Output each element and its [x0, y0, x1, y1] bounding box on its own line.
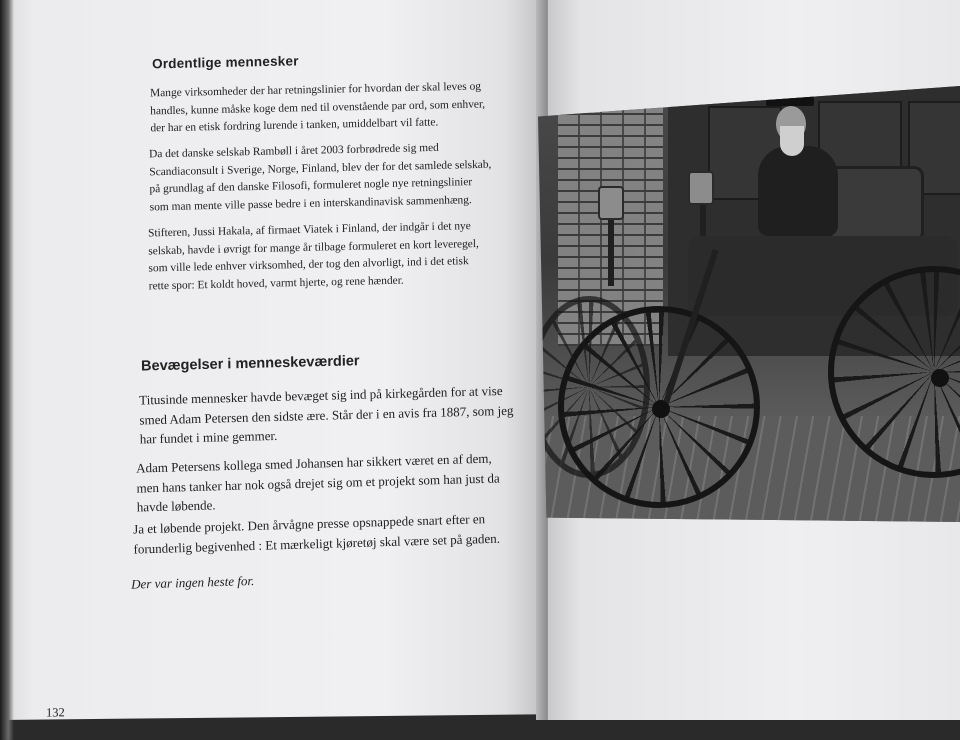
paragraph-1: [150, 78, 485, 138]
paragraph-3: [148, 218, 479, 295]
paragraph-line: på grundlag af den danske Filosofi, formuleret nogle nye retningslinier: [149, 176, 473, 196]
italic-closing-line: Der var ingen heste for.: [131, 572, 255, 592]
paragraph-line: Da det danske selskab Rambøll i året 2003 forbrødrede sig med: [149, 141, 439, 161]
paragraph-line: som ville lede enhver virksomhed, der tog den alvorligt, ind i det etisk: [148, 255, 469, 275]
paragraph-line: der har en etisk fordring lurende i tanken, umiddelbart vil fatte.: [150, 116, 439, 135]
paragraph-6: [133, 509, 500, 559]
paragraph-line: Mange virksomheder der har retningslinier for hvordan der skal leves og: [150, 80, 481, 100]
paragraph-line: havde løbende.: [136, 497, 216, 515]
rear-wheel-hub: [931, 369, 949, 387]
paragraph-5: [136, 448, 500, 517]
carriage-seat: [828, 166, 924, 242]
lantern-icon: [598, 186, 624, 220]
driver-beard: [780, 126, 804, 156]
paragraph-line: som man mente ville passe bedre i en interskandinavisk sammenhæng.: [149, 193, 472, 213]
paragraph-line: Scandiaconsult i Sverige, Norge, Finland, blev der for det samlede selskab,: [149, 158, 492, 178]
page-number: 132: [46, 705, 65, 720]
paragraph-4: [139, 381, 514, 449]
paragraph-line: har fundet i mine gemmer.: [139, 427, 278, 447]
steam-carriage-photo: [538, 86, 960, 522]
paragraph-line: Ja et løbende projekt. Den årvågne presse opsnappede snart efter en: [133, 511, 486, 537]
paragraph-line: selskab, havde i øvrigt for mange år tilbage formuleret en kort leveregel,: [148, 237, 479, 257]
paragraph-line: Titusinde mennesker havde bevæget sig ind på kirkegården for at vise: [139, 383, 503, 408]
paragraph-line: handles, kunne måske koge dem ned til ovenstående par ord, som enhver,: [150, 97, 486, 117]
paragraph-2: [149, 139, 492, 217]
paragraph-line: Stifteren, Jussi Hakala, af firmaet Viatek i Finland, der indgår i det nye: [148, 220, 471, 240]
paragraph-line: men hans tanker har nok også drejet sig om et projekt som han just da: [136, 469, 500, 496]
section-heading-ordentlige: Ordentlige mennesker: [152, 53, 299, 72]
driver-body: [758, 146, 838, 236]
lantern-icon: [688, 171, 714, 205]
paragraph-line: smed Adam Petersen den sidste ære. Står der i en avis fra 1887, som jeg: [139, 402, 514, 428]
paragraph-line: Adam Petersens kollega smed Johansen har sikkert været en af dem,: [136, 450, 492, 476]
paragraph-line: forunderlig begivenhed : Et mærkeligt kjøretøj skal være set på gaden.: [133, 530, 501, 557]
section-heading-bevaegelser: Bevægelser i menneskeværdier: [141, 353, 360, 375]
paragraph-line: rette spor: Et koldt hoved, varmt hjerte, og rene hænder.: [148, 274, 404, 292]
